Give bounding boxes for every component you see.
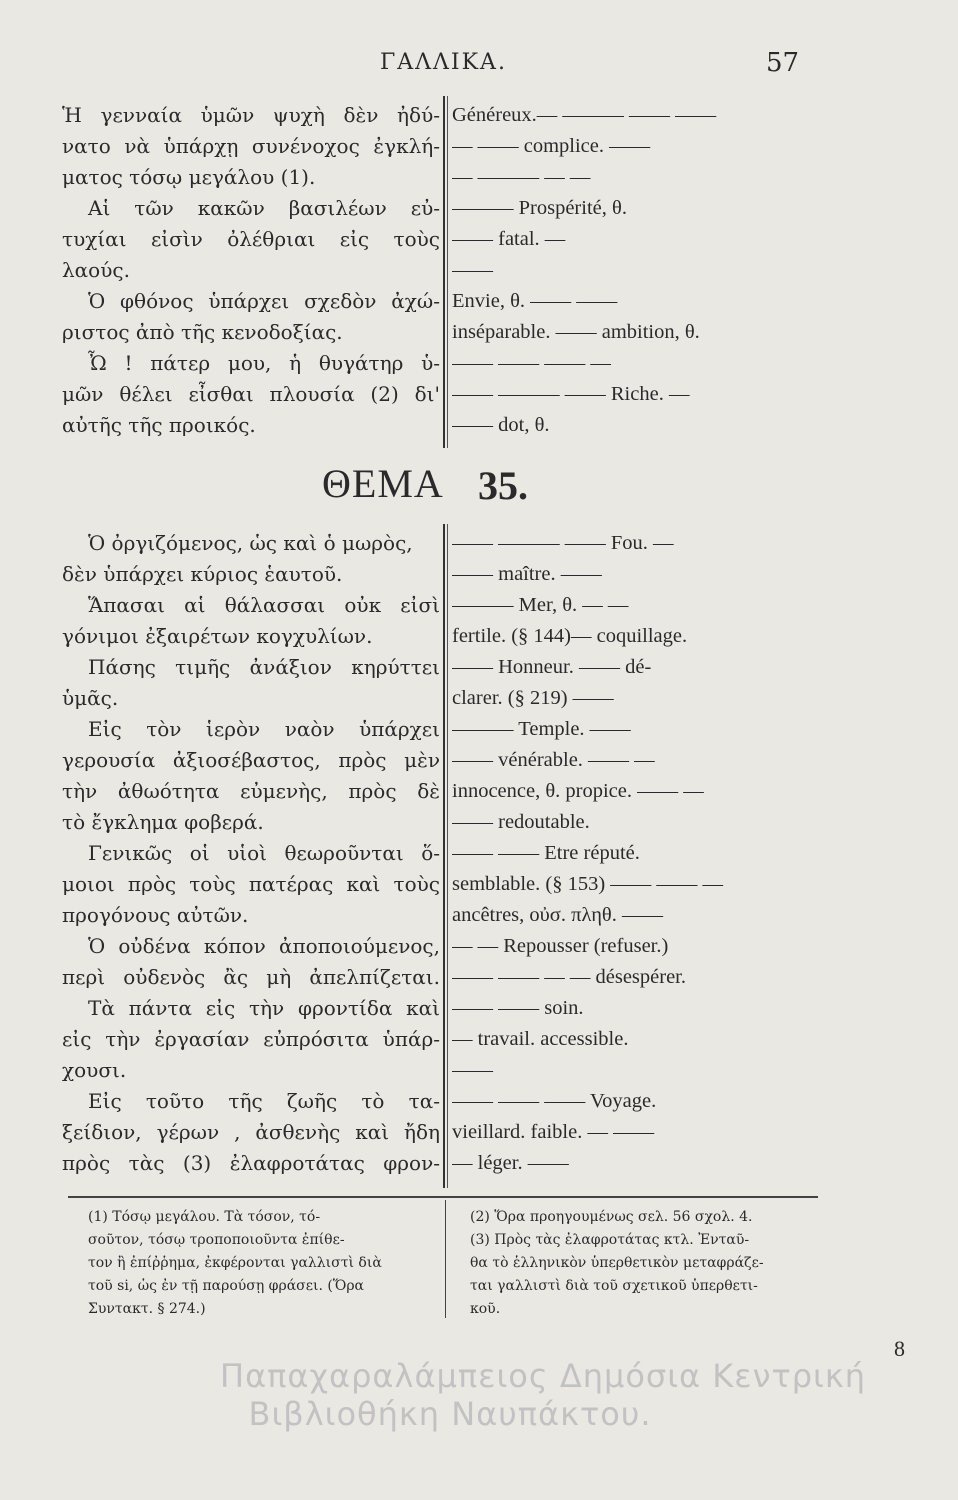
french-line: ——— Temple. —— <box>452 718 631 740</box>
library-watermark-line2: Βιβλιοθήκη Ναυπάκτου. <box>248 1395 652 1433</box>
footnotes-right <box>470 1206 820 1321</box>
footnote-line: ται γαλλιστὶ διὰ τοῦ σχετικοῦ ὑπερθετι- <box>470 1278 758 1294</box>
french-line: —— fatal. — <box>452 228 566 250</box>
greek-line: περὶ οὐδενὸς ἂς μὴ ἀπελπίζεται. <box>62 965 440 989</box>
french-line: —— ——— —— Riche. — <box>452 383 690 405</box>
greek-line: Ὁ ὀργιζόμενος, ὡς καὶ ὁ μωρὸς, <box>88 531 413 555</box>
french-column-top <box>452 100 817 441</box>
french-line: ancêtres, οὐσ. πληθ. —— <box>452 904 663 926</box>
footnotes-left <box>88 1206 428 1321</box>
greek-line: μοιοι πρὸς τοὺς πατέρας καὶ τοὺς <box>62 872 440 896</box>
french-line: — ——— — — <box>452 166 591 188</box>
greek-line: Ὁ φθόνος ὑπάρχει σχεδὸν ἀχώ- <box>88 289 440 313</box>
section-number: 35. <box>478 463 528 508</box>
french-line: —— —— —— Voyage. <box>452 1090 657 1112</box>
greek-line: αὐτῆς τῆς προικός. <box>62 413 256 437</box>
greek-line: προγόνους αὐτῶν. <box>62 903 249 927</box>
french-line: Envie, θ. —— —— <box>452 290 618 312</box>
footnote-line: (3) Πρὸς τὰς ἐλαφροτάτας κτλ. Ἐνταῦ- <box>470 1232 750 1248</box>
greek-line: γόνιμοι ἐξαιρέτων κογχυλίων. <box>62 624 373 648</box>
french-line: Généreux.— ——— —— —— <box>452 104 717 126</box>
french-line: ——— Prospérité, θ. <box>452 197 627 219</box>
french-line: — —— complice. —— <box>452 135 651 157</box>
greek-line: Αἱ τῶν κακῶν βασιλέων εὐ- <box>88 196 440 220</box>
greek-line: Εἰς τοῦτο τῆς ζωῆς τὸ τα- <box>88 1089 440 1113</box>
french-line: —— vénérable. —— — <box>452 749 655 771</box>
greek-line: λαούς. <box>62 258 130 282</box>
greek-line: ριστος ἀπὸ τῆς κενοδοξίας. <box>62 320 343 344</box>
greek-line: Ἡ γενναία ὑμῶν ψυχὴ δὲν ἠδύ- <box>62 103 440 127</box>
greek-line: Τὰ πάντα εἰς τὴν φροντίδα καὶ <box>88 996 440 1020</box>
section-heading <box>0 460 958 520</box>
french-line: vieillard. faible. — —— <box>452 1121 655 1143</box>
footnote-line: (2) Ὅρα προηγουμένως σελ. 56 σχολ. 4. <box>470 1209 753 1225</box>
footnote-line: σοῦτον, τόσῳ τροποποιοῦντα ἐπίθε- <box>88 1232 345 1248</box>
french-line: —— —— —— — <box>452 352 611 374</box>
french-line: fertile. (§ 144)— coquillage. <box>452 625 688 647</box>
greek-line: χουσι. <box>62 1058 127 1082</box>
greek-line: νατο νὰ ὑπάρχῃ συνένοχος ἐγκλή- <box>62 134 440 158</box>
french-line: —— dot, θ. <box>452 414 550 436</box>
greek-line: Εἰς τὸν ἱερὸν ναὸν ὑπάρχει <box>88 717 440 741</box>
french-line: — travail. accessible. <box>452 1028 629 1050</box>
column-divider <box>447 96 448 448</box>
french-line: —— —— Etre réputé. <box>452 842 640 864</box>
french-line: —— redoutable. <box>452 811 590 833</box>
french-line: — — Repousser (refuser.) <box>452 935 669 957</box>
french-line: —— Honneur. —— dé- <box>452 656 652 678</box>
greek-line: ματος τόσῳ μεγάλου (1). <box>62 165 316 189</box>
french-line: —— —— soin. <box>452 997 584 1019</box>
page-number: 57 <box>766 48 800 78</box>
greek-line: τυχίαι εἰσὶν ὀλέθριαι εἰς τοὺς <box>62 227 440 251</box>
greek-line: Ὁ οὐδένα κόπον ἀποποιούμενος, <box>88 934 440 958</box>
footnote-line: (1) Τόσῳ μεγάλου. Τὰ τόσον, τό- <box>88 1209 321 1225</box>
french-line: — léger. —— <box>452 1152 569 1174</box>
footnote-line: κοῦ. <box>470 1301 501 1317</box>
column-divider <box>443 524 445 1188</box>
greek-column-top <box>62 100 440 441</box>
column-divider <box>443 96 445 448</box>
greek-column-bottom <box>62 528 440 1179</box>
french-line: —— —— — — désespérer. <box>452 966 686 988</box>
running-head <box>0 48 958 84</box>
footnote-line: Συντακτ. § 274.) <box>88 1301 206 1317</box>
greek-line: Γενικῶς οἱ υἱοὶ θεωροῦνται ὅ- <box>88 841 440 865</box>
footnote-divider <box>445 1200 446 1318</box>
footnote-rule <box>68 1196 818 1198</box>
footnote-line: θα τὸ ἑλληνικὸν ὑπερθετικὸν μεταφράζε- <box>470 1255 764 1271</box>
running-title: ΓΑΛΛΙΚΑ. <box>380 50 507 75</box>
french-line: —— ——— —— Fou. — <box>452 532 674 554</box>
signature-mark: 8 <box>894 1336 905 1361</box>
greek-line: εἰς τὴν ἐργασίαν εὐπρόσιτα ὑπάρ- <box>62 1027 440 1051</box>
section-word: ΘΕΜΑ <box>322 461 444 506</box>
french-line: inséparable. —— ambition, θ. <box>452 321 700 343</box>
greek-line: τὴν ἀθωότητα εὐμενὴς, πρὸς δὲ <box>62 779 440 803</box>
greek-line: Ὦ ! πάτερ μου, ἡ θυγάτηρ ὑ- <box>88 351 440 375</box>
column-divider <box>447 524 448 1188</box>
french-line: innocence, θ. propice. —— — <box>452 780 704 802</box>
greek-line: γερουσία ἀξιοσέβαστος, πρὸς μὲν <box>62 748 440 772</box>
french-column-bottom <box>452 528 817 1179</box>
french-line: —— maître. —— <box>452 563 602 585</box>
french-line: clarer. (§ 219) —— <box>452 687 614 709</box>
footnote-line: τοῦ si, ὡς ἐν τῇ παρούσῃ φράσει. (Ὅρα <box>88 1278 365 1294</box>
french-line: semblable. (§ 153) —— —— — <box>452 873 724 895</box>
greek-line: δὲν ὑπάρχει κύριος ἑαυτοῦ. <box>62 562 343 586</box>
footnote-line: τον ἢ ἐπίῤῥημα, ἐκφέρονται γαλλιστὶ διὰ <box>88 1255 382 1271</box>
french-line: —— <box>452 1059 493 1081</box>
greek-line: ὑμᾶς. <box>62 686 119 710</box>
library-watermark-line1: Παπαχαραλάμπειος Δημόσια Κεντρική <box>220 1357 866 1395</box>
greek-line: πρὸς τὰς (3) ἐλαφροτάτας φρον- <box>62 1151 440 1175</box>
french-line: —— <box>452 259 493 281</box>
greek-line: Πάσης τιμῆς ἀνάξιον κηρύττει <box>88 655 440 679</box>
greek-line: Ἅπασαι αἱ θάλασσαι οὐκ εἰσὶ <box>88 593 440 617</box>
greek-line: τὸ ἔγκλημα φοβερά. <box>62 810 264 834</box>
greek-line: μῶν θέλει εἶσθαι πλουσία (2) δι' <box>62 382 440 406</box>
french-line: ——— Mer, θ. — — <box>452 594 629 616</box>
greek-line: ξείδιον, γέρων , ἀσθενὴς καὶ ἤδη <box>62 1120 440 1144</box>
